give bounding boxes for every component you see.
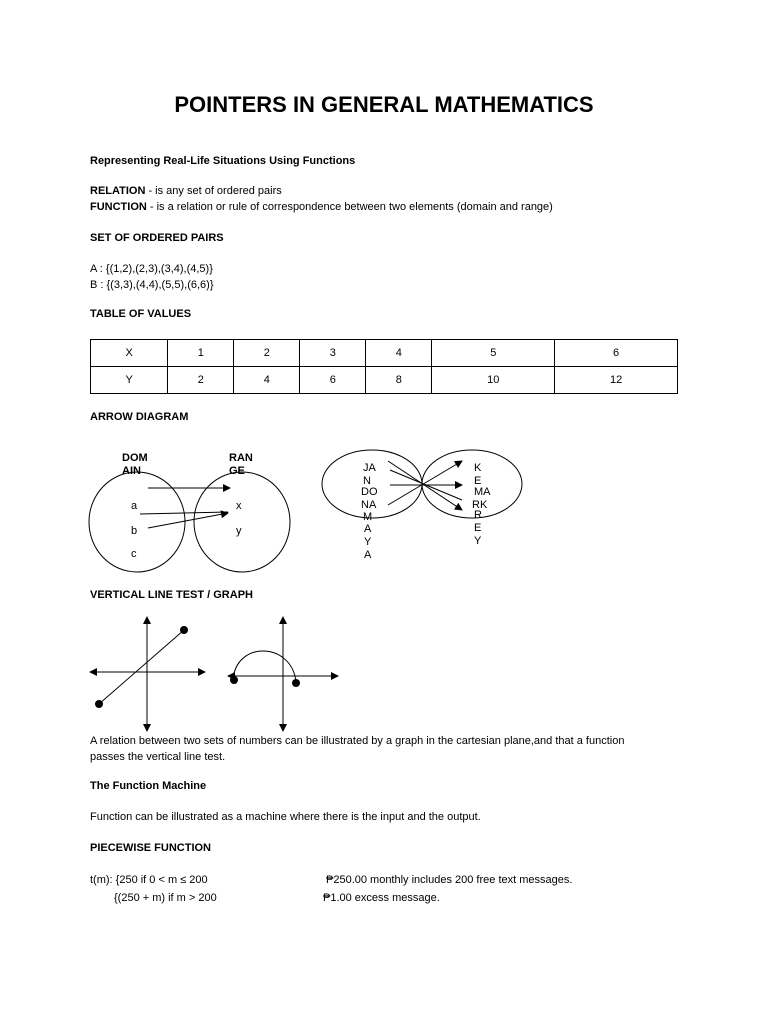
domain-label-1: DOM bbox=[122, 452, 148, 464]
graph1-line bbox=[99, 630, 184, 704]
graph2-point-end bbox=[292, 679, 300, 687]
graph2-arc bbox=[233, 651, 296, 682]
name-left-fragment: A bbox=[364, 523, 372, 535]
domain-item: a bbox=[131, 500, 138, 512]
set-a: A : {(1,2),(2,3),(3,4),(4,5)} bbox=[90, 263, 213, 275]
name-left-fragment: NA bbox=[361, 499, 377, 511]
table-cell: 4 bbox=[366, 340, 432, 367]
name-left-fragment: DO bbox=[361, 486, 378, 498]
ordered-pairs-heading: SET OF ORDERED PAIRS bbox=[90, 232, 224, 244]
name-left-fragment: M bbox=[363, 511, 373, 523]
table-cell: 6 bbox=[555, 340, 678, 367]
table-cell: 10 bbox=[432, 367, 555, 394]
graph1-point-start bbox=[95, 700, 103, 708]
table-cell: Y bbox=[91, 367, 168, 394]
piecewise-note-2: ₱1.00 excess message. bbox=[323, 892, 440, 904]
section-subtitle: Representing Real-Life Situations Using Functions bbox=[90, 155, 356, 167]
piecewise-line-2: {(250 + m) if m > 200 bbox=[114, 892, 217, 904]
table-cell: X bbox=[91, 340, 168, 367]
name-right-fragment: RK bbox=[472, 499, 488, 511]
name-left-fragment: A bbox=[364, 549, 372, 561]
function-term: FUNCTION bbox=[90, 201, 147, 213]
vertical-line-caption-2: passes the vertical line test. bbox=[90, 751, 226, 763]
table-cell: 6 bbox=[300, 367, 366, 394]
range-item: y bbox=[236, 525, 242, 537]
relation-term: RELATION bbox=[90, 185, 146, 197]
name-left-fragment: Y bbox=[364, 536, 372, 548]
range-label-2: GE bbox=[229, 465, 245, 477]
graph1-point-end bbox=[180, 626, 188, 634]
piecewise-heading: PIECEWISE FUNCTION bbox=[90, 842, 212, 854]
domain-item: c bbox=[131, 548, 137, 560]
table-cell: 8 bbox=[366, 367, 432, 394]
machine-heading: The Function Machine bbox=[90, 780, 207, 792]
table-cell: 3 bbox=[300, 340, 366, 367]
arrow-3 bbox=[388, 461, 462, 505]
domain-item: b bbox=[131, 525, 138, 537]
table-cell: 2 bbox=[234, 340, 300, 367]
table-heading: TABLE OF VALUES bbox=[90, 308, 192, 320]
graph2-point-start bbox=[230, 676, 238, 684]
name-right-fragment: E bbox=[474, 522, 482, 534]
piecewise-line-1: t(m): {250 if 0 < m ≤ 200 bbox=[90, 874, 208, 886]
name-left-fragment: JA bbox=[363, 462, 376, 474]
range-ellipse bbox=[194, 472, 290, 572]
table-cell: 1 bbox=[168, 340, 234, 367]
domain-ellipse bbox=[89, 472, 185, 572]
range-item: x bbox=[236, 500, 242, 512]
domain-label-2: AIN bbox=[122, 465, 141, 477]
name-right-fragment: Y bbox=[474, 535, 482, 547]
relation-def: - is any set of ordered pairs bbox=[145, 185, 282, 197]
name-right-fragment: K bbox=[474, 462, 482, 474]
name-right-fragment: E bbox=[474, 475, 482, 487]
range-label-1: RAN bbox=[229, 452, 253, 464]
table-cell: 4 bbox=[234, 367, 300, 394]
table-cell: 2 bbox=[168, 367, 234, 394]
page-title: POINTERS IN GENERAL MATHEMATICS bbox=[174, 92, 594, 117]
piecewise-note-1: ₱250.00 monthly includes 200 free text messages. bbox=[326, 874, 573, 886]
vertical-line-caption-1: A relation between two sets of numbers can be illustrated by a graph in the cartesian plane,and that a function bbox=[90, 735, 625, 747]
arrow-b-x bbox=[148, 513, 228, 528]
name-right-fragment: R bbox=[474, 509, 482, 521]
name-left-fragment: N bbox=[363, 475, 371, 487]
set-b: B : {(3,3),(4,4),(5,5),(6,6)} bbox=[90, 279, 214, 291]
vertical-line-heading: VERTICAL LINE TEST / GRAPH bbox=[90, 589, 253, 601]
machine-text: Function can be illustrated as a machine where there is the input and the output. bbox=[90, 811, 481, 823]
arrow-diagram-heading: ARROW DIAGRAM bbox=[90, 411, 189, 423]
function-def: - is a relation or rule of correspondence between two elements (domain and range) bbox=[146, 201, 553, 213]
table-cell: 5 bbox=[432, 340, 555, 367]
name-right-fragment: MA bbox=[474, 486, 491, 498]
table-cell: 12 bbox=[555, 367, 678, 394]
